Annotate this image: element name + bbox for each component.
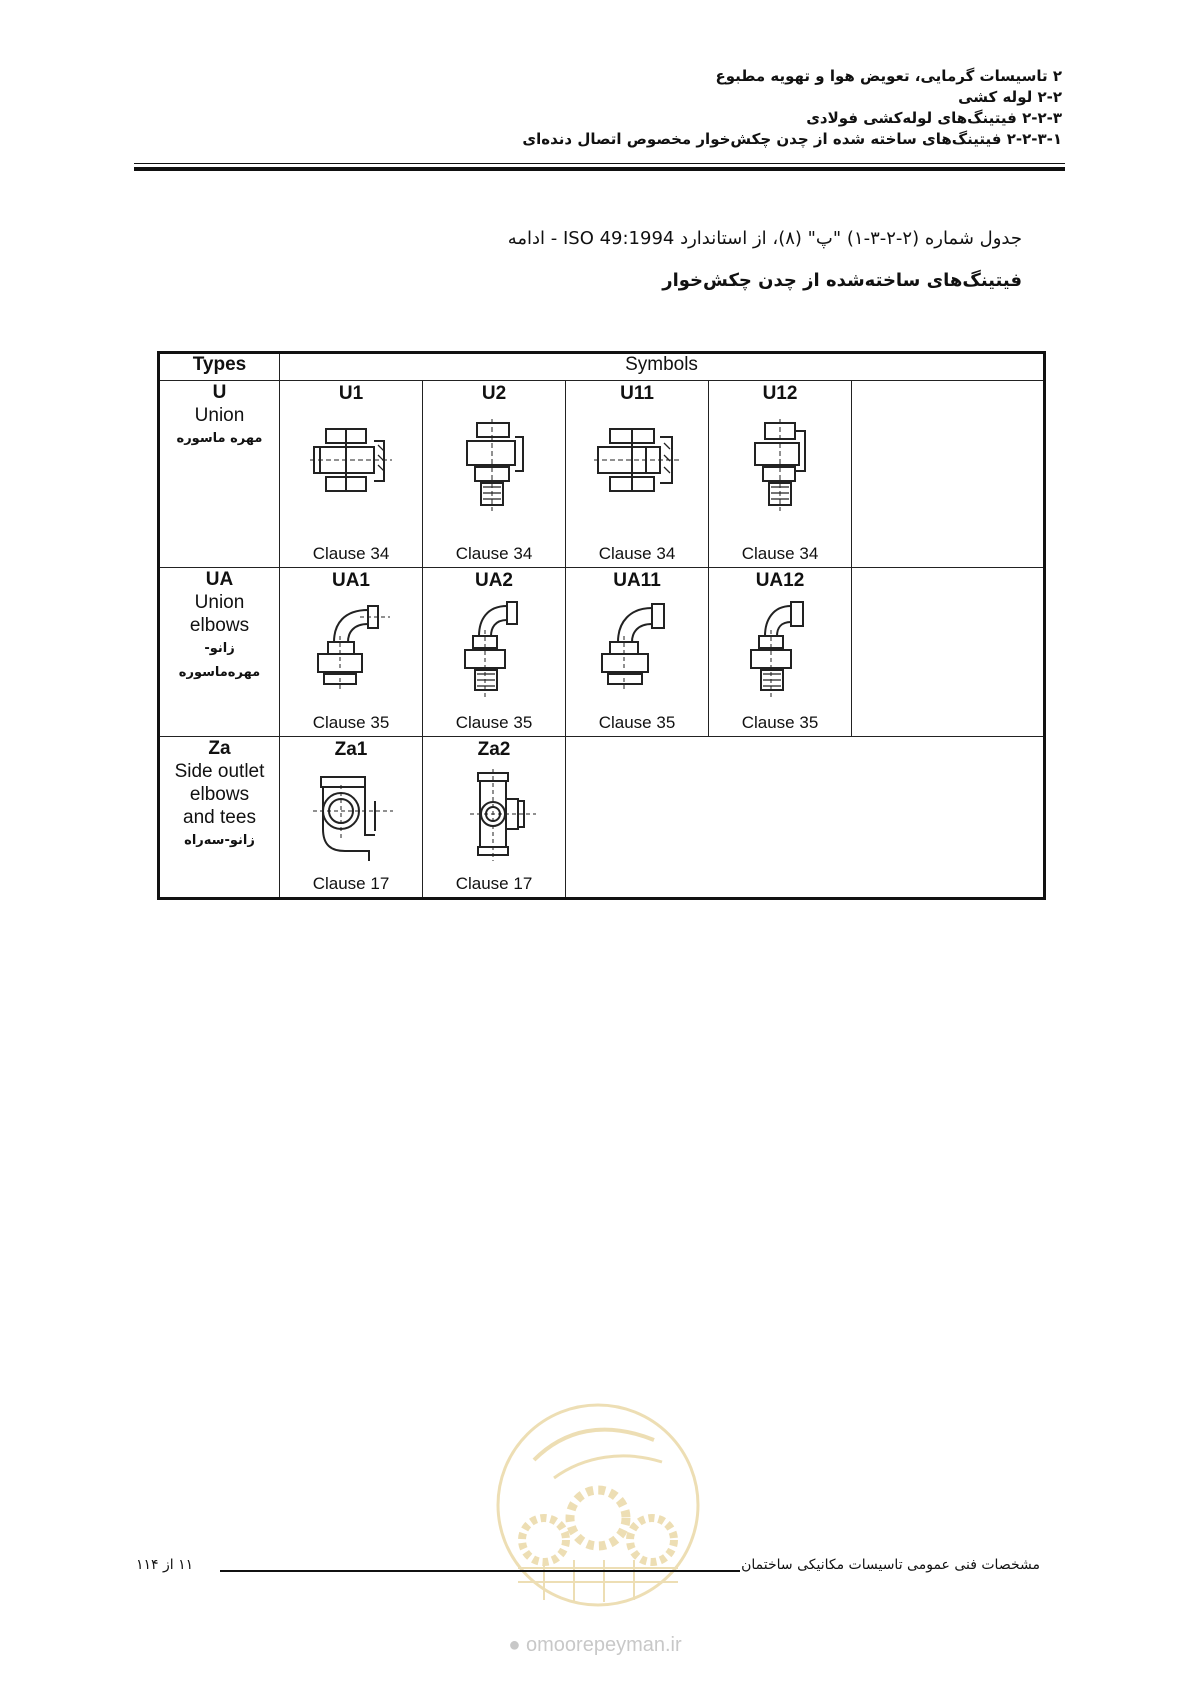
page-number: ۱۱ از ۱۱۴ <box>136 1557 194 1573</box>
header-line-3: ۲-۲-۳ فیتینگ‌های لوله‌کشی فولادی <box>806 109 1062 127</box>
table-row-union-elbows <box>159 568 1045 737</box>
clause-label: Clause 17 <box>312 874 390 893</box>
symbol-code: U12 <box>762 383 798 404</box>
type-name: elbows <box>189 784 250 805</box>
symbol-cell-ua11 <box>566 568 708 736</box>
clause-label: Clause 35 <box>598 713 676 732</box>
clause-label: Clause 17 <box>455 874 533 893</box>
type-name: Side outlet <box>174 761 265 782</box>
symbol-code: U1 <box>338 383 364 404</box>
symbol-cell-u12 <box>709 381 851 567</box>
union-elbow-ua11-icon <box>592 596 682 696</box>
globe-icon: ● <box>508 1634 521 1656</box>
empty-cell <box>566 737 1045 899</box>
symbol-cell-u11 <box>566 381 708 567</box>
type-name-persian: زانو-سه‌راه <box>184 833 255 848</box>
footer-divider <box>220 1570 740 1572</box>
symbol-code: UA2 <box>474 570 513 591</box>
clause-label: Clause 34 <box>741 544 819 563</box>
clause-label: Clause 34 <box>598 544 676 563</box>
empty-cell <box>852 568 1045 737</box>
type-name: and tees <box>183 807 256 828</box>
symbol-code: U2 <box>481 383 507 404</box>
symbol-code: Za1 <box>334 739 368 760</box>
side-outlet-elbow-za1-icon <box>301 765 401 865</box>
table-subtitle: فیتینگ‌های ساخته‌شده از چدن چکش‌خوار <box>662 270 1022 291</box>
symbol-code: U11 <box>620 383 654 404</box>
symbol-cell-u1 <box>280 381 422 567</box>
union-u1-icon <box>306 417 396 507</box>
header-divider-thin <box>134 163 1065 164</box>
union-u11-icon <box>592 417 682 507</box>
symbol-cell-za2 <box>423 737 565 897</box>
type-name-persian: مهره ماسوره <box>176 431 263 446</box>
page-header <box>122 66 1062 150</box>
clause-label: Clause 35 <box>455 713 533 732</box>
type-name-persian: زانو- <box>204 641 235 656</box>
symbol-code: UA12 <box>755 570 805 591</box>
type-code: Za <box>208 738 231 759</box>
symbol-cell-ua2 <box>423 568 565 736</box>
type-cell <box>159 568 280 737</box>
clause-label: Clause 35 <box>312 713 390 732</box>
union-u12-icon <box>735 417 825 517</box>
symbol-code: UA1 <box>331 570 370 591</box>
symbol-cell-ua12 <box>709 568 851 736</box>
symbol-cell-za1 <box>280 737 422 897</box>
union-elbow-ua1-icon <box>306 596 396 696</box>
symbol-cell-ua1 <box>280 568 422 736</box>
type-code: U <box>212 382 227 403</box>
header-divider-thick <box>134 167 1065 171</box>
union-u2-icon <box>449 417 539 517</box>
type-cell <box>159 381 280 568</box>
table-caption: جدول شماره (۲-۲-۳-۱) "پ" (۸)، از استاندارد ISO 49:1994 - ادامه <box>507 228 1022 249</box>
clause-label: Clause 35 <box>741 713 819 732</box>
symbol-code: UA11 <box>613 570 661 591</box>
header-line-1: ۲ تاسیسات گرمایی، تعویض هوا و تهویه مطبوع <box>715 67 1062 85</box>
table-row-side-outlet <box>159 737 1045 899</box>
seal-watermark-icon <box>484 1400 712 1610</box>
header-types: Types <box>159 353 280 381</box>
clause-label: Clause 34 <box>312 544 390 563</box>
footer-title: مشخصات فنی عمومی تاسیسات مکانیکی ساختمان <box>741 1557 1040 1573</box>
symbol-cell-u2 <box>423 381 565 567</box>
clause-label: Clause 34 <box>455 544 533 563</box>
union-elbow-ua12-icon <box>735 596 825 706</box>
type-name: Union <box>194 592 245 613</box>
side-outlet-tee-za2-icon <box>444 765 544 865</box>
watermark-url <box>0 1634 1190 1657</box>
header-line-4: ۲-۲-۳-۱ فیتینگ‌های ساخته شده از چدن چکش‌خوار مخصوص اتصال دنده‌ای <box>522 130 1062 148</box>
header-symbols: Symbols <box>280 353 1045 381</box>
type-code: UA <box>205 569 234 590</box>
union-elbow-ua2-icon <box>449 596 539 706</box>
type-cell <box>159 737 280 899</box>
symbol-code: Za2 <box>477 739 511 760</box>
fittings-table <box>157 351 1046 900</box>
watermark-url-text: omoorepeyman.ir <box>526 1634 682 1656</box>
type-name: elbows <box>189 615 250 636</box>
table-row-union <box>159 381 1045 568</box>
empty-cell <box>852 381 1045 568</box>
type-name-persian: مهره‌ماسوره <box>178 665 261 680</box>
type-name: Union <box>194 405 245 426</box>
header-line-2: ۲-۲ لوله کشی <box>958 88 1062 106</box>
